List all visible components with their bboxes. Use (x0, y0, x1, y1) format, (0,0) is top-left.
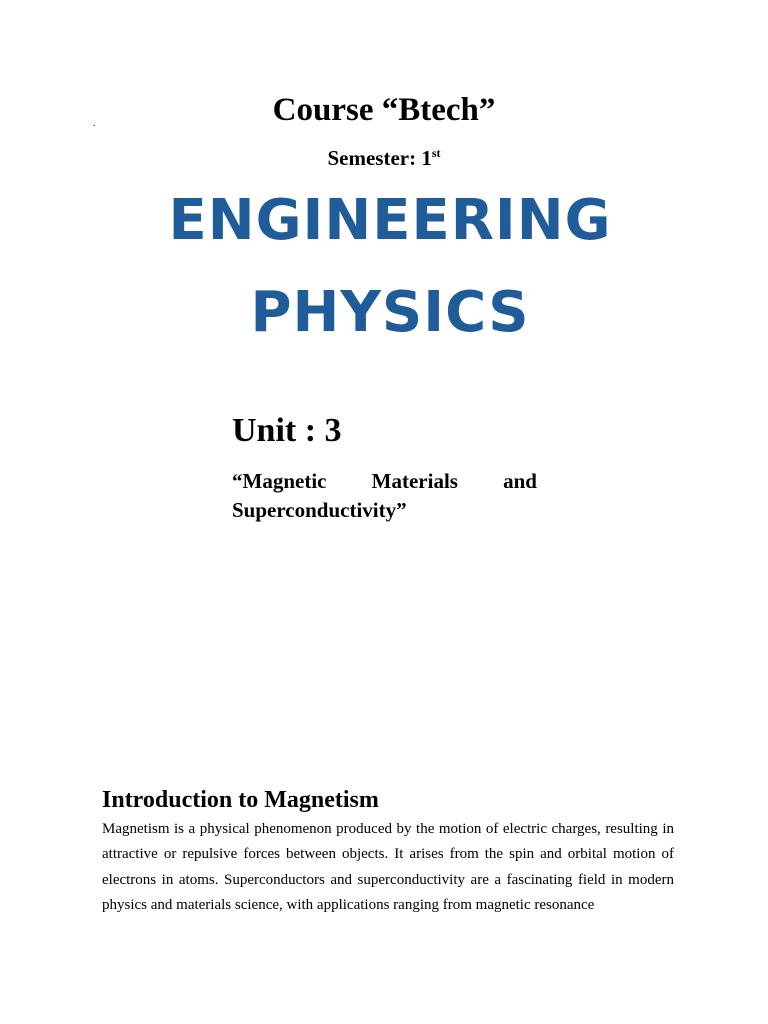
intro-paragraph: Magnetism is a physical phenomenon produced by the motion of electric charges, resulting in attractive or repulsive forces between objects. It arises from the spin and orbital motion of electrons in atoms. Superconductors and superconductivity are a fascinating field in modern physics and materials science, with applications ranging from magnetic resonance (102, 821, 674, 913)
subject-title-line1: ENGINEERING (168, 188, 612, 253)
semester-suffix: st (431, 146, 441, 160)
unit-subtitle-line2: Superconductivity” (232, 498, 407, 522)
subtitle-word-3: and (503, 469, 537, 493)
intro-heading: Introduction to Magnetism (102, 787, 379, 813)
unit-subtitle (232, 467, 537, 525)
unit-heading: Unit : 3 (232, 412, 342, 449)
subject-title-line2: PHYSICS (250, 280, 530, 345)
stray-dot: . (93, 118, 96, 129)
unit-subtitle-line1 (232, 467, 537, 496)
semester-line (0, 146, 768, 171)
semester-label: Semester: 1 (327, 146, 432, 170)
subtitle-word-1: “Magnetic (232, 469, 327, 493)
subtitle-word-2: Materials (371, 469, 458, 493)
course-title: Course “Btech” (272, 92, 496, 128)
